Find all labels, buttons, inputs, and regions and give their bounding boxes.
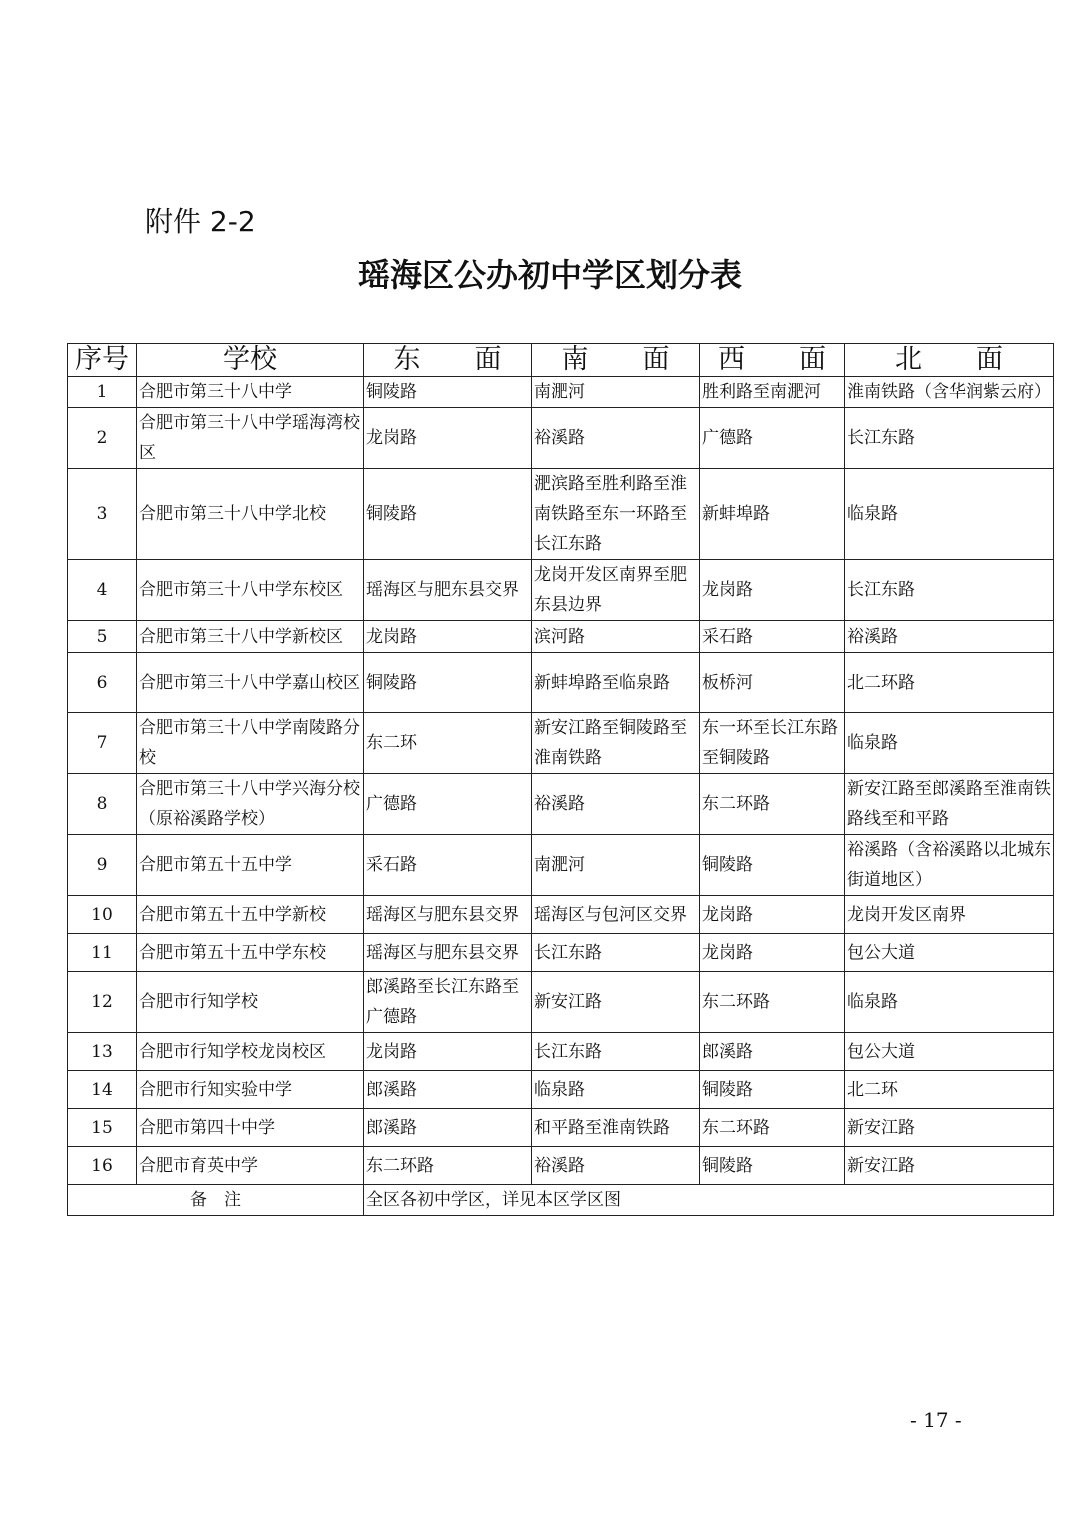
row-number: 14 [68, 1071, 137, 1109]
north-boundary: 长江东路 [845, 408, 1054, 469]
school-name: 合肥市第三十八中学东校区 [137, 560, 364, 621]
page-title: 瑶海区公办初中学区划分表 [357, 256, 742, 294]
east-boundary: 瑶海区与肥东县交界 [364, 560, 532, 621]
south-boundary: 龙岗开发区南界至肥东县边界 [532, 560, 700, 621]
table-row [68, 1147, 1054, 1185]
south-boundary: 临泉路 [532, 1071, 700, 1109]
south-boundary: 裕溪路 [532, 1147, 700, 1185]
west-boundary: 东二环路 [700, 972, 845, 1033]
north-boundary: 龙岗开发区南界 [845, 896, 1054, 934]
north-boundary: 北二环路 [845, 653, 1054, 713]
south-boundary: 长江东路 [532, 1033, 700, 1071]
west-boundary: 板桥河 [700, 653, 845, 713]
table-row [68, 1033, 1054, 1071]
east-boundary: 龙岗路 [364, 621, 532, 653]
school-name: 合肥市行知学校 [137, 972, 364, 1033]
school-name: 合肥市第三十八中学北校 [137, 469, 364, 560]
east-boundary: 东二环路 [364, 1147, 532, 1185]
north-boundary: 淮南铁路（含华润紫云府） [845, 377, 1054, 408]
school-name: 合肥市育英中学 [137, 1147, 364, 1185]
remark-text: 全区各初中学区，详见本区学区图 [364, 1185, 1054, 1216]
east-boundary: 瑶海区与肥东县交界 [364, 896, 532, 934]
east-boundary: 采石路 [364, 835, 532, 896]
table-row [68, 835, 1054, 896]
table-row [68, 713, 1054, 774]
south-boundary: 南淝河 [532, 377, 700, 408]
column-header-school: 学校 [137, 344, 364, 377]
north-boundary: 临泉路 [845, 972, 1054, 1033]
table-row [68, 774, 1054, 835]
row-number: 4 [68, 560, 137, 621]
table-row [68, 896, 1054, 934]
row-number: 7 [68, 713, 137, 774]
east-boundary: 瑶海区与肥东县交界 [364, 934, 532, 972]
east-boundary: 郎溪路 [364, 1109, 532, 1147]
east-boundary: 郎溪路至长江东路至广德路 [364, 972, 532, 1033]
east-boundary: 铜陵路 [364, 469, 532, 560]
school-district-table [67, 343, 1054, 1216]
north-boundary: 新安江路 [845, 1109, 1054, 1147]
table-row [68, 972, 1054, 1033]
row-number: 8 [68, 774, 137, 835]
row-number: 1 [68, 377, 137, 408]
west-boundary: 郎溪路 [700, 1033, 845, 1071]
school-name: 合肥市第五十五中学新校 [137, 896, 364, 934]
east-boundary: 东二环 [364, 713, 532, 774]
east-boundary: 郎溪路 [364, 1071, 532, 1109]
school-name: 合肥市第五十五中学 [137, 835, 364, 896]
school-name: 合肥市第三十八中学兴海分校（原裕溪路学校） [137, 774, 364, 835]
south-boundary: 新蚌埠路至临泉路 [532, 653, 700, 713]
north-boundary: 包公大道 [845, 1033, 1054, 1071]
school-name: 合肥市行知学校龙岗校区 [137, 1033, 364, 1071]
south-boundary: 滨河路 [532, 621, 700, 653]
column-header-number: 序号 [68, 344, 137, 377]
column-header-east: 东 面 [364, 344, 532, 377]
row-number: 3 [68, 469, 137, 560]
west-boundary: 东二环路 [700, 774, 845, 835]
south-boundary: 新安江路至铜陵路至淮南铁路 [532, 713, 700, 774]
row-number: 2 [68, 408, 137, 469]
row-number: 12 [68, 972, 137, 1033]
row-number: 5 [68, 621, 137, 653]
north-boundary: 北二环 [845, 1071, 1054, 1109]
table-row [68, 653, 1054, 713]
west-boundary: 铜陵路 [700, 835, 845, 896]
south-boundary: 瑶海区与包河区交界 [532, 896, 700, 934]
page-number: - 17 - [910, 1408, 962, 1432]
row-number: 16 [68, 1147, 137, 1185]
remark-row [68, 1185, 1054, 1216]
east-boundary: 龙岗路 [364, 1033, 532, 1071]
south-boundary: 南淝河 [532, 835, 700, 896]
table-row [68, 560, 1054, 621]
north-boundary: 新安江路 [845, 1147, 1054, 1185]
table-row [68, 1109, 1054, 1147]
row-number: 10 [68, 896, 137, 934]
south-boundary: 长江东路 [532, 934, 700, 972]
west-boundary: 龙岗路 [700, 934, 845, 972]
north-boundary: 裕溪路（含裕溪路以北城东街道地区） [845, 835, 1054, 896]
west-boundary: 广德路 [700, 408, 845, 469]
school-name: 合肥市第三十八中学 [137, 377, 364, 408]
school-name: 合肥市第三十八中学瑶海湾校区 [137, 408, 364, 469]
table-row [68, 1071, 1054, 1109]
row-number: 6 [68, 653, 137, 713]
south-boundary: 和平路至淮南铁路 [532, 1109, 700, 1147]
school-name: 合肥市行知实验中学 [137, 1071, 364, 1109]
north-boundary: 裕溪路 [845, 621, 1054, 653]
row-number: 9 [68, 835, 137, 896]
table-row [68, 934, 1054, 972]
south-boundary: 淝滨路至胜利路至淮南铁路至东一环路至长江东路 [532, 469, 700, 560]
west-boundary: 新蚌埠路 [700, 469, 845, 560]
row-number: 11 [68, 934, 137, 972]
row-number: 13 [68, 1033, 137, 1071]
remark-label: 备 注 [68, 1185, 364, 1216]
column-header-north: 北 面 [845, 344, 1054, 377]
west-boundary: 东二环路 [700, 1109, 845, 1147]
east-boundary: 铜陵路 [364, 377, 532, 408]
column-header-south: 南 面 [532, 344, 700, 377]
south-boundary: 新安江路 [532, 972, 700, 1033]
column-header-west: 西 面 [700, 344, 845, 377]
north-boundary: 临泉路 [845, 469, 1054, 560]
south-boundary: 裕溪路 [532, 774, 700, 835]
north-boundary: 临泉路 [845, 713, 1054, 774]
school-name: 合肥市第三十八中学新校区 [137, 621, 364, 653]
east-boundary: 铜陵路 [364, 653, 532, 713]
west-boundary: 东一环至长江东路至铜陵路 [700, 713, 845, 774]
west-boundary: 铜陵路 [700, 1147, 845, 1185]
school-name: 合肥市第三十八中学南陵路分校 [137, 713, 364, 774]
table-row [68, 408, 1054, 469]
school-name: 合肥市第五十五中学东校 [137, 934, 364, 972]
north-boundary: 长江东路 [845, 560, 1054, 621]
west-boundary: 龙岗路 [700, 560, 845, 621]
row-number: 15 [68, 1109, 137, 1147]
west-boundary: 胜利路至南淝河 [700, 377, 845, 408]
table-row [68, 621, 1054, 653]
west-boundary: 铜陵路 [700, 1071, 845, 1109]
west-boundary: 龙岗路 [700, 896, 845, 934]
west-boundary: 采石路 [700, 621, 845, 653]
school-name: 合肥市第三十八中学嘉山校区 [137, 653, 364, 713]
table-row [68, 377, 1054, 408]
east-boundary: 广德路 [364, 774, 532, 835]
north-boundary: 包公大道 [845, 934, 1054, 972]
south-boundary: 裕溪路 [532, 408, 700, 469]
east-boundary: 龙岗路 [364, 408, 532, 469]
north-boundary: 新安江路至郎溪路至淮南铁路线至和平路 [845, 774, 1054, 835]
school-name: 合肥市第四十中学 [137, 1109, 364, 1147]
table-row [68, 469, 1054, 560]
attachment-label: 附件 2-2 [145, 205, 256, 238]
table-header-row [68, 344, 1054, 377]
